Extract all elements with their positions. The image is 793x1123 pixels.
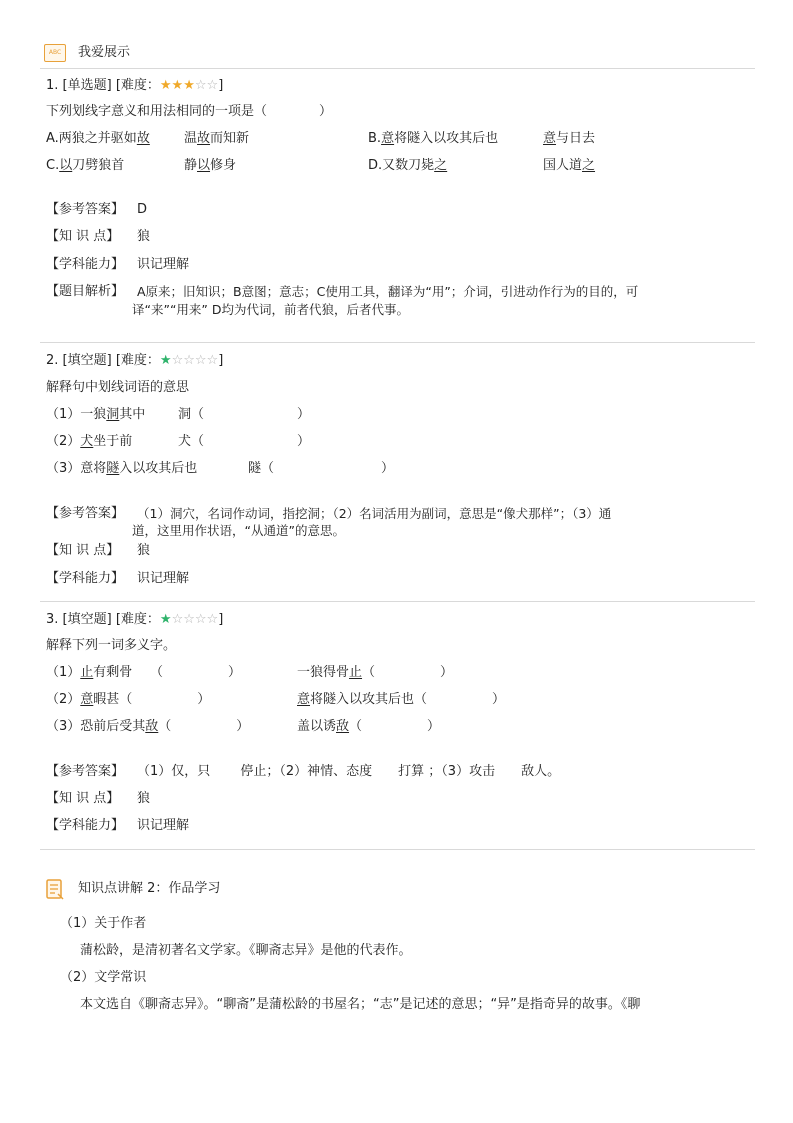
q1-answer-label: 【参考答案】 bbox=[46, 202, 125, 217]
q2-ability: 识记理解 bbox=[137, 571, 190, 586]
q1-option-c: C.以刀劈狼首 bbox=[46, 158, 125, 173]
subsection-author: （1）关于作者 bbox=[60, 916, 147, 931]
q1-difficulty-label: [难度： bbox=[115, 78, 160, 93]
q2-answer-label: 【参考答案】 bbox=[46, 506, 125, 521]
q3-difficulty-label: [难度： bbox=[115, 612, 160, 627]
section-title-knowledge: 知识点讲解 2：作品学习 bbox=[78, 881, 221, 896]
author-text: 蒲松龄，是清初著名文学家。《聊斋志异》是他的代表作。 bbox=[80, 943, 412, 958]
q1-answer: D bbox=[137, 202, 148, 217]
q3-row2-b: 意将隧入以攻其后也（ ） bbox=[297, 692, 506, 707]
q1-type: 1. [单选题] bbox=[46, 78, 112, 93]
q3-type: 3. [填空题] bbox=[46, 612, 112, 627]
q1-option-b: B.意将隧入以攻其后也 bbox=[368, 131, 499, 146]
q1-ability: 识记理解 bbox=[137, 257, 190, 272]
q2-stem: 解释句中划线词语的意思 bbox=[46, 380, 190, 395]
q3-answer-label: 【参考答案】 bbox=[46, 764, 125, 779]
q3-stars-empty: ☆☆☆☆ bbox=[171, 612, 219, 627]
q1-stem: 下列划线字意义和用法相同的一项是（ ） bbox=[46, 104, 333, 119]
q2-type: 2. [填空题] bbox=[46, 353, 112, 368]
divider bbox=[40, 601, 755, 602]
q2-stars-empty: ☆☆☆☆ bbox=[171, 353, 219, 368]
q1-header: 1. [单选题] [难度：★★★☆☆] bbox=[46, 78, 224, 93]
q1-analysis-line2: 译“来”“用来” D均为代词，前者代狼，后者代事。 bbox=[132, 302, 410, 317]
q1-option-b-2: 意与日去 bbox=[543, 131, 596, 146]
q3-kp: 狼 bbox=[137, 791, 151, 806]
q1-kp-label: 【知 识 点】 bbox=[46, 229, 120, 244]
q3-ability-label: 【学科能力】 bbox=[46, 818, 125, 833]
q2-item-3: （3）意将隧入以攻其后也 bbox=[46, 461, 198, 476]
q2-ability-label: 【学科能力】 bbox=[46, 571, 125, 586]
divider bbox=[40, 342, 755, 343]
q3-row2-a: （2）意暇甚（ ） bbox=[46, 692, 211, 707]
q2-item-3-close: ） bbox=[381, 461, 395, 476]
q1-kp: 狼 bbox=[137, 229, 151, 244]
q3-ability: 识记理解 bbox=[137, 818, 190, 833]
q3-header: 3. [填空题] [难度：★☆☆☆☆] bbox=[46, 612, 224, 627]
q1-option-c-2: 静以修身 bbox=[184, 158, 237, 173]
q1-analysis-label: 【题目解析】 bbox=[46, 284, 125, 299]
q2-item-1-close: ） bbox=[297, 407, 311, 422]
q2-item-3-blank: 隧（ bbox=[248, 461, 275, 476]
q2-item-2-close: ） bbox=[297, 434, 311, 449]
q1-option-d-2: 国人道之 bbox=[543, 158, 596, 173]
q2-kp: 狼 bbox=[137, 543, 151, 558]
q3-row1-a: （1）止有剩骨 bbox=[46, 665, 133, 680]
q2-item-1: （1）一狼洞其中 bbox=[46, 407, 146, 422]
q1-stars-filled: ★★★ bbox=[159, 78, 195, 93]
q3-answer: （1）仅，只 停止；（2）神情、态度 打算 ；（3）攻击 敌人。 bbox=[137, 764, 561, 779]
q1-stars-empty: ☆☆ bbox=[194, 78, 219, 93]
q3-row1-a-blank: （ ） bbox=[150, 665, 242, 680]
q2-item-2: （2）犬坐于前 bbox=[46, 434, 133, 449]
q1-option-d: D.又数刀毙之 bbox=[368, 158, 448, 173]
q3-row3-a: （3）恐前后受其敌（ ） bbox=[46, 719, 250, 734]
divider bbox=[40, 68, 755, 69]
q2-answer-line1: （1）洞穴，名词作动词，指挖洞；（2）名词活用为副词，意思是“像犬那样”；（3）通 bbox=[137, 506, 612, 521]
q1-option-a-2: 温故而知新 bbox=[184, 131, 250, 146]
q1-analysis-line1: A原来；旧知识；B意图；意志；C使用工具，翻译为“用”；介词，引进动作行为的目的，可 bbox=[137, 284, 639, 299]
q1-option-a: A.两狼之并驱如故 bbox=[46, 131, 150, 146]
q2-stars-filled: ★ bbox=[159, 353, 172, 368]
subsection-literature: （2）文学常识 bbox=[60, 970, 147, 985]
q3-stars-filled: ★ bbox=[159, 612, 172, 627]
q2-difficulty-label: [难度： bbox=[115, 353, 160, 368]
document-icon bbox=[44, 878, 66, 902]
q3-row1-b: 一狼得骨止（ ） bbox=[297, 665, 454, 680]
literature-text: 本文选自《聊斋志异》。“聊斋”是蒲松龄的书屋名；“志”是记述的意思；“异”是指奇异的故事。《聊 bbox=[80, 997, 641, 1012]
divider bbox=[40, 849, 755, 850]
q2-kp-label: 【知 识 点】 bbox=[46, 543, 120, 558]
q3-row3-b: 盖以诱敌（ ） bbox=[297, 719, 441, 734]
section-title-show: 我爱展示 bbox=[78, 45, 131, 60]
q2-item-1-blank: 洞（ bbox=[178, 407, 205, 422]
q2-answer-line2: 道，这里用作状语，“从通道”的意思。 bbox=[132, 523, 345, 538]
q3-kp-label: 【知 识 点】 bbox=[46, 791, 120, 806]
abc-board-icon: ABC bbox=[44, 44, 66, 62]
q2-item-2-blank: 犬（ bbox=[178, 434, 205, 449]
q1-ability-label: 【学科能力】 bbox=[46, 257, 125, 272]
q2-header: 2. [填空题] [难度：★☆☆☆☆] bbox=[46, 353, 224, 368]
q3-stem: 解释下列一词多义字。 bbox=[46, 638, 177, 653]
